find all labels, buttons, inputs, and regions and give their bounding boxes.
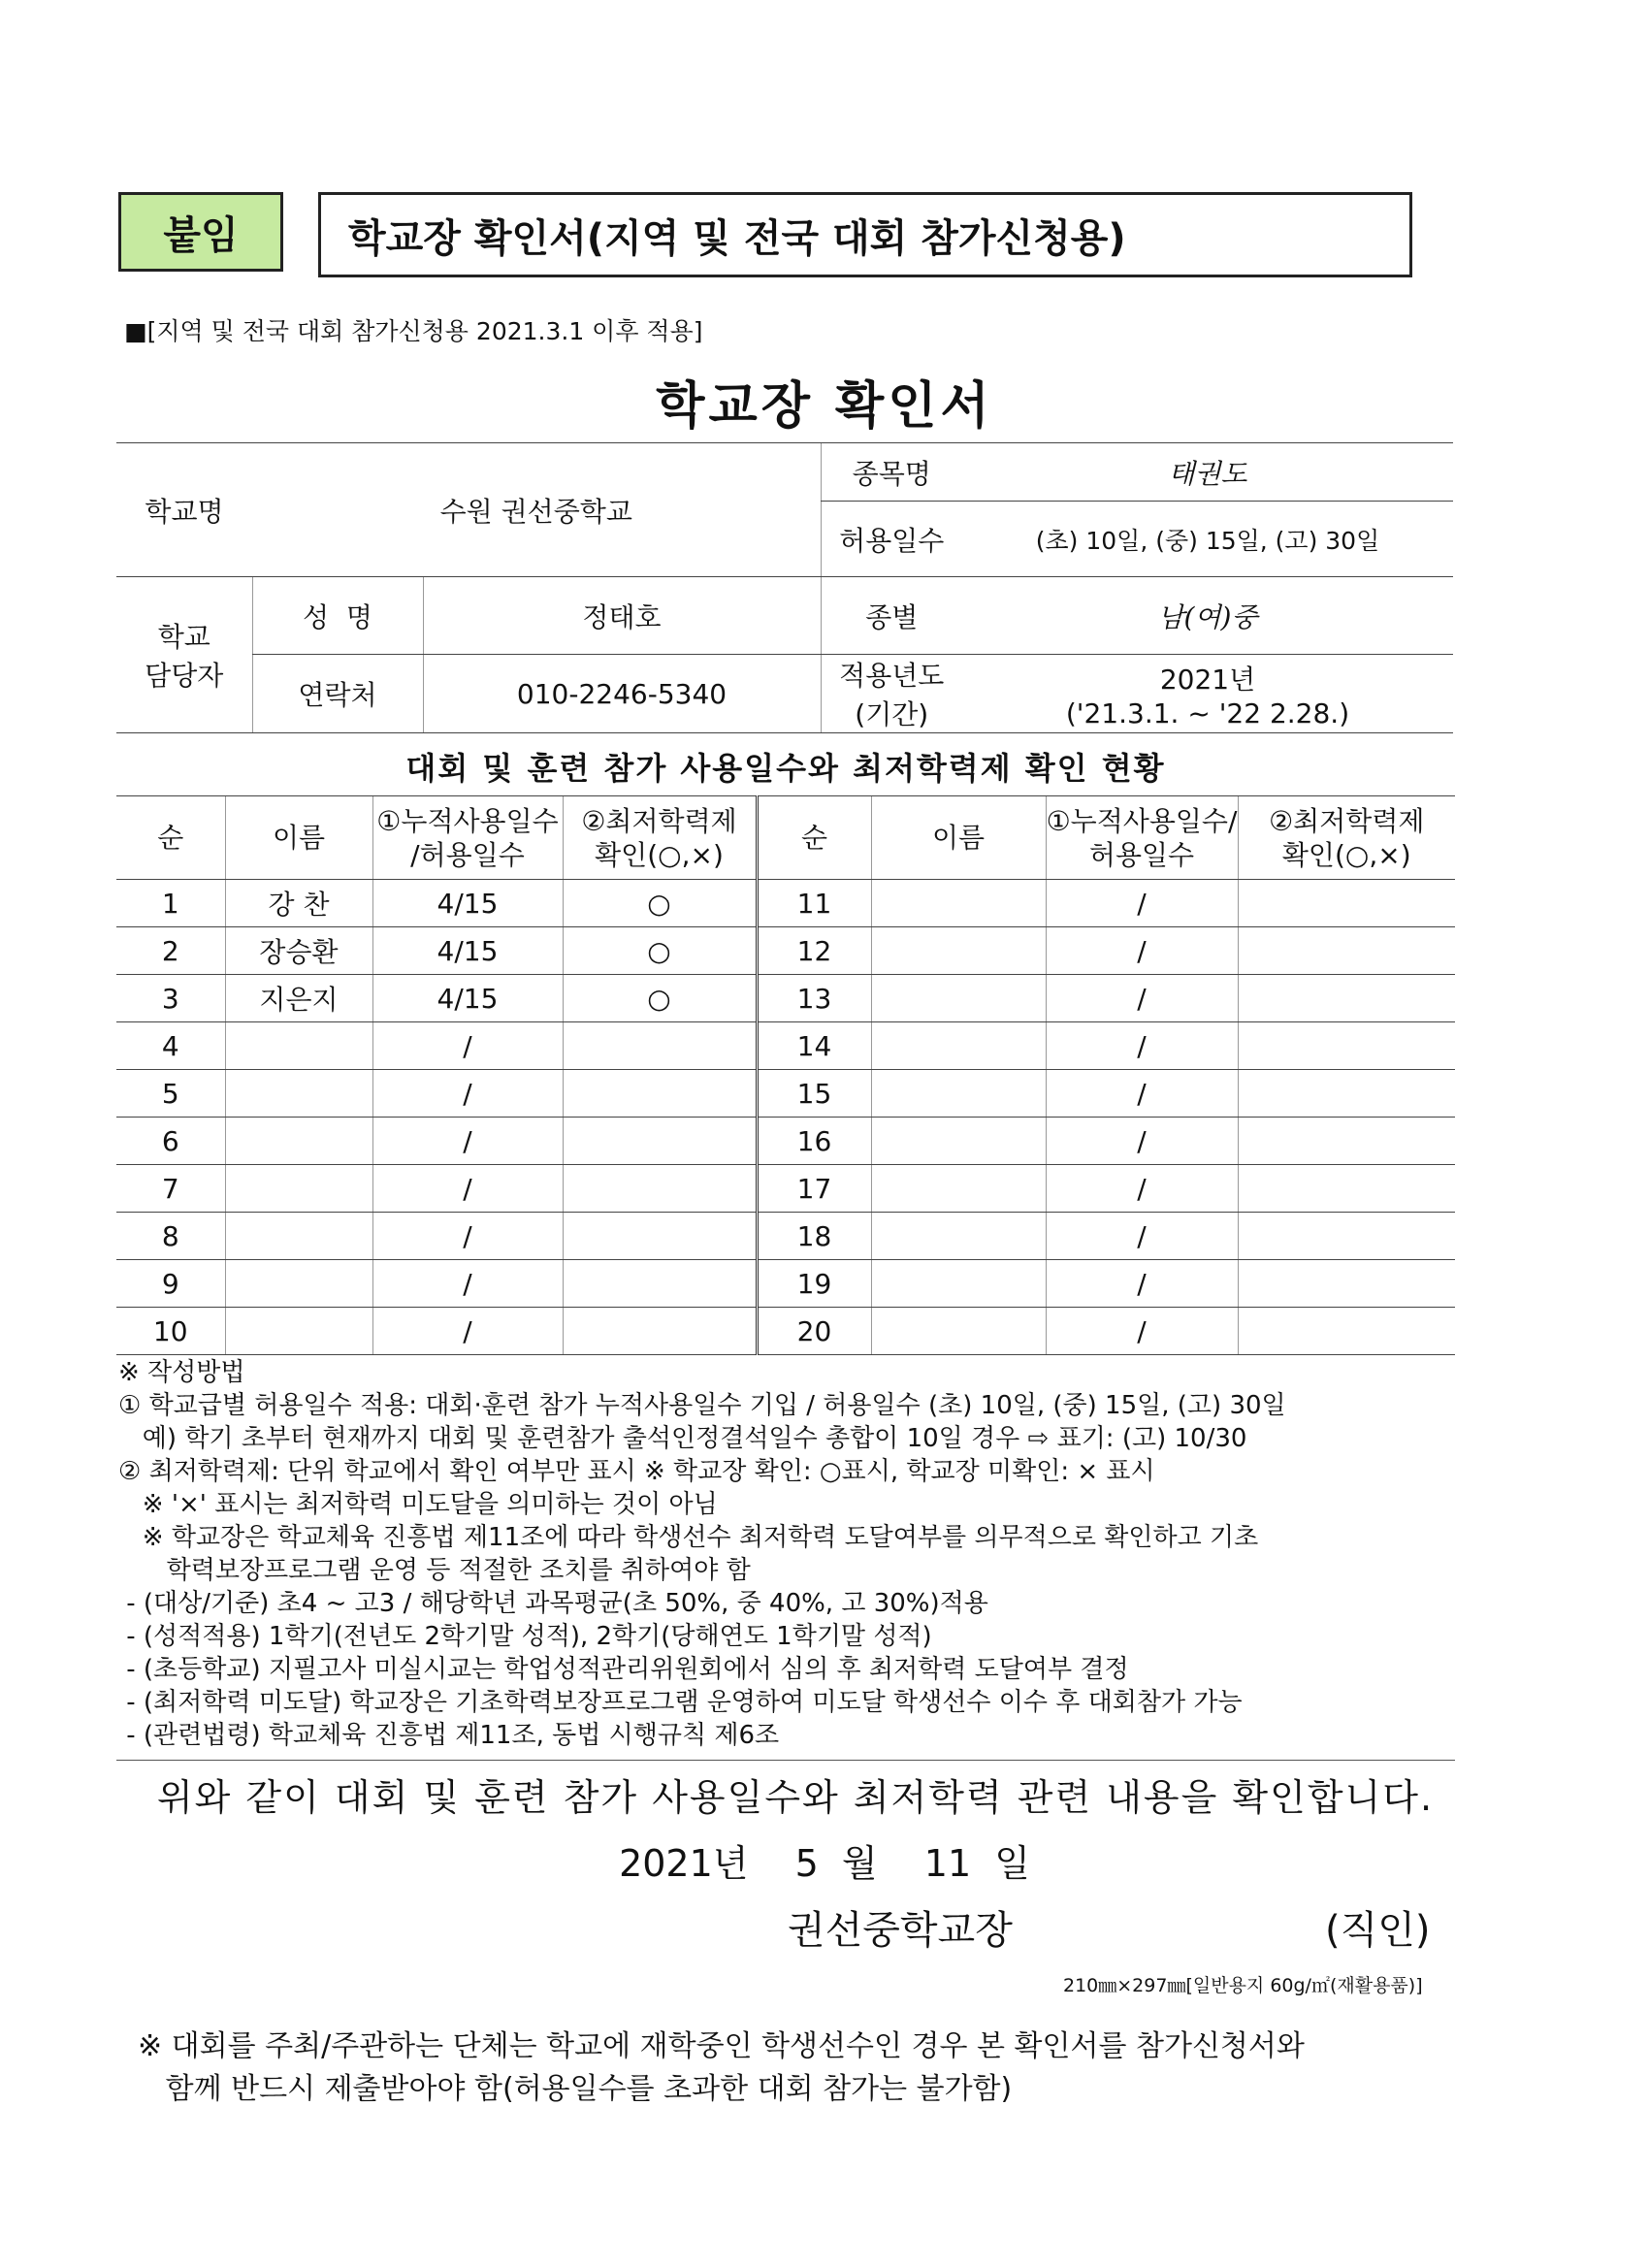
row-check-right [1238,1308,1455,1355]
row-check-left [563,1260,757,1308]
row-days-left: 4/15 [372,880,563,927]
table-row [116,880,1455,927]
header-days-left [372,796,563,880]
header-days-left-line2: /허용일수 [410,838,525,871]
allowed-days-label: 허용일수 [821,502,962,577]
bottom-note-line1: ※ 대회를 주최/주관하는 단체는 학교에 재학중인 학생선수인 경우 본 확인서를 참가신청서와 [138,2029,1305,2063]
row-no-right: 18 [757,1213,871,1260]
event-label: 종목명 [821,443,962,502]
row-check-left [563,1165,757,1213]
school-name-label: 학교명 [116,443,252,577]
confirmation-date: 2021년 5 월 11 일 [619,1842,1030,1885]
row-no-left: 9 [116,1260,225,1308]
row-name-left [225,1118,372,1165]
manager-label [116,577,252,733]
table-row [116,1260,1455,1308]
row-name-right [871,1165,1046,1213]
row-check-left [563,1022,757,1070]
note-line: 학력보장프로그램 운영 등 적절한 조치를 취하여야 함 [118,1556,751,1585]
row-check-right [1238,927,1455,975]
confirmation-text: 위와 같이 대회 및 훈련 참가 사용일수와 최저학력 관련 내용을 확인합니다. [156,1776,1435,1819]
manager-name: 정태호 [423,577,821,655]
row-no-left: 10 [116,1308,225,1355]
row-no-left: 1 [116,880,225,927]
table-row [116,975,1455,1022]
row-days-left: / [372,1213,563,1260]
writing-notes [118,1356,1476,1752]
row-check-right [1238,1213,1455,1260]
status-table [116,795,1455,1355]
row-no-right: 17 [757,1165,871,1213]
table-row [116,1070,1455,1118]
year-label [821,655,962,733]
row-no-left: 7 [116,1165,225,1213]
header-name-right: 이름 [871,796,1046,880]
header-check-right-line1: ②최저학력제 [1269,804,1425,837]
bottom-note-line2: 함께 반드시 제출받아야 함(허용일수를 초과한 대회 참가는 불가함) [138,2072,1013,2106]
row-days-left: / [372,1022,563,1070]
bottom-note [138,2025,1476,2111]
note-line: ※ 작성방법 [118,1358,245,1387]
row-days-left: / [372,1308,563,1355]
table-row [116,1308,1455,1355]
row-no-left: 2 [116,927,225,975]
row-check-right [1238,1165,1455,1213]
row-no-left: 8 [116,1213,225,1260]
row-check-left [563,1213,757,1260]
header-name-left: 이름 [225,796,372,880]
subtitle: ■[지역 및 전국 대회 참가신청용 2021.3.1 이후 적용] [124,317,703,345]
row-days-right: / [1046,1070,1238,1118]
row-no-right: 16 [757,1118,871,1165]
row-name-left: 강 찬 [225,880,372,927]
row-days-left: 4/15 [372,975,563,1022]
notes-divider [116,1760,1455,1761]
note-line: - (관련법령) 학교체육 진흥법 제11조, 동법 시행규칙 제6조 [118,1721,780,1750]
row-name-right [871,1022,1046,1070]
note-line: - (초등학교) 지필고사 미실시교는 학업성적관리위원회에서 심의 후 최저학력 도달여부 결정 [118,1655,1129,1684]
note-line: ② 최저학력제: 단위 학교에서 확인 여부만 표시 ※ 학교장 확인: ○표시, 학교장 미확인: × 표시 [118,1457,1155,1486]
row-no-right: 13 [757,975,871,1022]
row-check-left [563,1118,757,1165]
row-days-right: / [1046,927,1238,975]
row-no-left: 6 [116,1118,225,1165]
row-days-right: / [1046,1022,1238,1070]
row-check-left [563,1308,757,1355]
row-name-left [225,1213,372,1260]
row-name-left [225,1308,372,1355]
row-name-left [225,1165,372,1213]
year-label-line2: (기간) [855,698,929,730]
row-check-right [1238,1070,1455,1118]
note-line: - (성적적용) 1학기(전년도 2학기말 성적), 2학기(당해연도 1학기말 성적) [118,1622,932,1651]
school-name: 수원 권선중학교 [252,443,821,577]
header-no-right: 순 [757,796,871,880]
note-line: ① 학교급별 허용일수 적용: 대회·훈련 참가 누적사용일수 기입 / 허용일수 (초) 10일, (중) 15일, (고) 30일 [118,1391,1286,1420]
manager-label-line1: 학교 [157,621,210,653]
allowed-days-value: (초) 10일, (중) 15일, (고) 30일 [962,502,1453,577]
contact-value: 010-2246-5340 [423,655,821,733]
attachment-label: 붙임 [118,192,283,272]
info-table [116,442,1453,733]
year-label-line1: 적용년도 [839,660,945,692]
table-row [116,927,1455,975]
row-days-right: / [1046,975,1238,1022]
year-value-line2: ('21.3.1. ~ '22 2.28.) [1065,697,1350,729]
row-name-left: 지은지 [225,975,372,1022]
row-days-left: / [372,1070,563,1118]
row-name-left [225,1022,372,1070]
table-row [116,1022,1455,1070]
header-days-right [1046,796,1238,880]
row-name-right [871,975,1046,1022]
row-name-right [871,1308,1046,1355]
row-name-right [871,1118,1046,1165]
row-check-right [1238,975,1455,1022]
name-label: 성 명 [252,577,423,655]
row-days-left: / [372,1165,563,1213]
row-days-right: / [1046,880,1238,927]
paper-spec: 210㎜×297㎜[일반용지 60g/㎡(재활용품)] [1063,1975,1423,1996]
row-check-left [563,1070,757,1118]
official-seal-label: (직인) [1325,1908,1431,1953]
row-days-right: / [1046,1165,1238,1213]
row-days-right: / [1046,1213,1238,1260]
row-name-right [871,927,1046,975]
row-check-right [1238,1118,1455,1165]
row-no-right: 14 [757,1022,871,1070]
note-line: - (대상/기준) 초4 ~ 고3 / 해당학년 과목평균(초 50%, 중 40%, 고 30%)적용 [118,1589,988,1618]
header-no-left: 순 [116,796,225,880]
row-name-left [225,1260,372,1308]
row-days-left: 4/15 [372,927,563,975]
contact-label: 연락처 [252,655,423,733]
row-name-right [871,880,1046,927]
row-name-right [871,1213,1046,1260]
document-title: 학교장 확인서 [656,377,993,436]
row-no-left: 3 [116,975,225,1022]
header-days-right-line2: 허용일수 [1088,838,1195,871]
row-days-right: / [1046,1118,1238,1165]
row-check-left: ○ [563,927,757,975]
event-value: 태권도 [962,443,1453,502]
table-row [116,1165,1455,1213]
row-days-right: / [1046,1308,1238,1355]
note-line: ※ 학교장은 학교체육 진흥법 제11조에 따라 학생선수 최저학력 도달여부를 의무적으로 확인하고 기초 [118,1523,1259,1552]
row-check-left: ○ [563,880,757,927]
row-check-right [1238,880,1455,927]
row-days-left: / [372,1260,563,1308]
gender-label: 종별 [821,577,962,655]
row-check-left: ○ [563,975,757,1022]
header-check-left-line1: ②최저학력제 [581,804,737,837]
status-title: 대회 및 훈련 참가 사용일수와 최저학력제 확인 현황 [405,750,1166,787]
header-check-right-line2: 확인(○,×) [1281,838,1411,871]
note-line: - (최저학력 미도달) 학교장은 기초학력보장프로그램 운영하여 미도달 학생선수 이수 후 대회참가 가능 [118,1688,1243,1717]
row-days-left: / [372,1118,563,1165]
row-check-right [1238,1022,1455,1070]
row-name-right [871,1070,1046,1118]
header-days-left-line1: ①누적사용일수 [376,804,559,837]
row-days-right: / [1046,1260,1238,1308]
header-days-right-line1: ①누적사용일수/ [1046,804,1238,837]
row-check-right [1238,1260,1455,1308]
header-check-right [1238,796,1455,880]
table-row [116,1118,1455,1165]
year-value [962,655,1453,733]
row-no-right: 20 [757,1308,871,1355]
principal-name: 권선중학교장 [788,1908,1013,1953]
header-check-left-line2: 확인(○,×) [595,838,724,871]
row-no-right: 12 [757,927,871,975]
header-title: 학교장 확인서(지역 및 전국 대회 참가신청용) [318,192,1412,277]
row-name-left: 장승환 [225,927,372,975]
gender-value: 남(여)중 [962,577,1453,655]
row-name-right [871,1260,1046,1308]
note-line: ※ '×' 표시는 최저학력 미도달을 의미하는 것이 아님 [118,1490,718,1519]
row-no-left: 4 [116,1022,225,1070]
row-no-right: 15 [757,1070,871,1118]
row-no-right: 11 [757,880,871,927]
row-no-left: 5 [116,1070,225,1118]
manager-label-line2: 담당자 [145,660,224,692]
row-no-right: 19 [757,1260,871,1308]
header-check-left [563,796,757,880]
note-line: 예) 학기 초부터 현재까지 대회 및 훈련참가 출석인정결석일수 총합이 10일 경우 ⇨ 표기: (고) 10/30 [118,1424,1247,1453]
year-value-line1: 2021년 [1159,663,1256,696]
table-row [116,1213,1455,1260]
row-name-left [225,1070,372,1118]
